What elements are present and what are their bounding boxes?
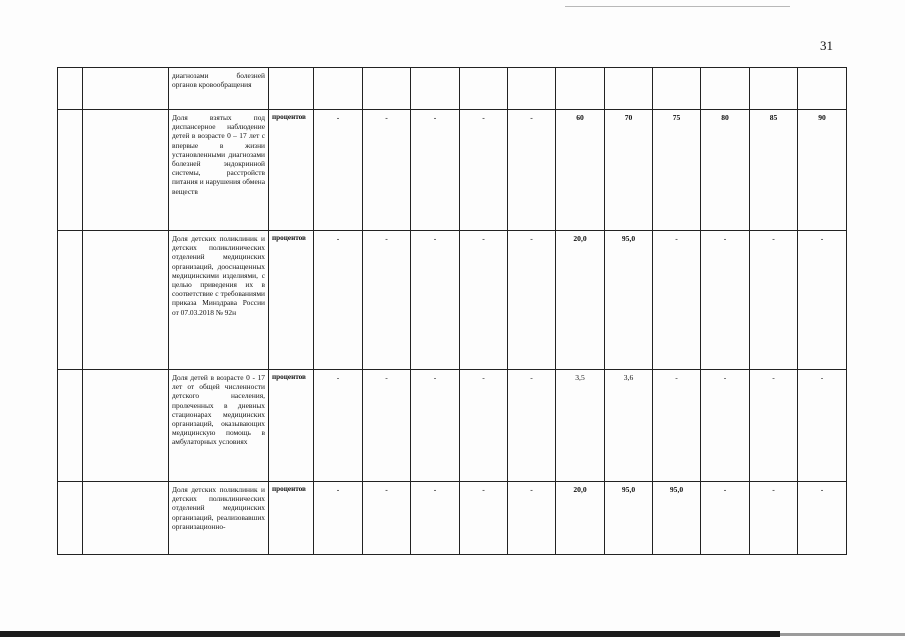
value-cell: - (314, 482, 363, 555)
value-cell: - (508, 370, 556, 482)
value-cell: - (363, 231, 411, 370)
unit-cell: процентов (269, 482, 314, 555)
value-cell: 60 (556, 110, 605, 231)
scan-edge-bottom-right (780, 633, 905, 636)
value-cell: - (363, 370, 411, 482)
value-cell: - (701, 231, 750, 370)
value-cell (460, 68, 508, 110)
row-number-cell (58, 68, 83, 110)
value-cell: - (750, 231, 798, 370)
value-cell: - (363, 482, 411, 555)
value-cell: - (460, 370, 508, 482)
value-cell: - (411, 370, 460, 482)
value-cell: 70 (605, 110, 653, 231)
unit-cell (269, 68, 314, 110)
value-cell: 20,0 (556, 231, 605, 370)
indicator-description: Доля детей в возрасте 0 - 17 лет от общей численности детского населения, пролеченных в дневных стационарах медицинских организаций, оказывающих медицинскую помощь в амбулаторных условиях (169, 370, 269, 482)
indicator-description: Доля детских поликлиник и детских поликлинических отделений медицинских организаций, дооснащенных медицинскими изделиями, с целью приведения их в соответствие с требованиями приказа Минздрава России от 07.03.2018 № 92н (169, 231, 269, 370)
value-cell: - (508, 231, 556, 370)
value-cell: - (508, 482, 556, 555)
value-cell: 95,0 (605, 482, 653, 555)
value-cell: - (314, 231, 363, 370)
row-number-cell (58, 370, 83, 482)
value-cell: - (798, 231, 847, 370)
row-number-cell (58, 110, 83, 231)
value-cell: 75 (653, 110, 701, 231)
row-number-cell (58, 482, 83, 555)
indicator-description: диагнозами болезней органов кровообращения (169, 68, 269, 110)
value-cell: - (653, 231, 701, 370)
value-cell (314, 68, 363, 110)
value-cell: - (750, 482, 798, 555)
value-cell: 95,0 (653, 482, 701, 555)
value-cell: 90 (798, 110, 847, 231)
value-cell: - (363, 110, 411, 231)
page-number: 31 (820, 38, 833, 53)
row-code-cell (83, 482, 169, 555)
value-cell (701, 68, 750, 110)
value-cell (750, 68, 798, 110)
value-cell: 20,0 (556, 482, 605, 555)
value-cell (605, 68, 653, 110)
row-code-cell (83, 68, 169, 110)
value-cell: - (460, 110, 508, 231)
value-cell: - (411, 110, 460, 231)
value-cell (556, 68, 605, 110)
row-code-cell (83, 370, 169, 482)
indicators-table (57, 67, 847, 555)
indicator-description: Доля взятых под диспансерное наблюдение детей в возрасте 0 – 17 лет с впервые в жизни установленными диагнозами болезней эндокринной системы, расстройств питания и нарушения обмена веществ (169, 110, 269, 231)
value-cell: - (701, 482, 750, 555)
value-cell: 85 (750, 110, 798, 231)
value-cell: - (314, 110, 363, 231)
unit-cell: процентов (269, 370, 314, 482)
top-rule (565, 6, 790, 7)
value-cell: - (314, 370, 363, 482)
value-cell: - (411, 231, 460, 370)
row-number-cell (58, 231, 83, 370)
unit-cell: процентов (269, 231, 314, 370)
value-cell: - (460, 482, 508, 555)
value-cell (508, 68, 556, 110)
value-cell: - (701, 370, 750, 482)
row-code-cell (83, 231, 169, 370)
value-cell: 95,0 (605, 231, 653, 370)
value-cell (798, 68, 847, 110)
indicator-description: Доля детских поликлиник и детских поликлинических отделений медицинских организаций, реализовавших организационно- (169, 482, 269, 555)
scan-edge-bottom (0, 631, 780, 637)
value-cell: - (653, 370, 701, 482)
value-cell: 3,6 (605, 370, 653, 482)
value-cell: - (508, 110, 556, 231)
value-cell: 3,5 (556, 370, 605, 482)
value-cell: - (750, 370, 798, 482)
value-cell (653, 68, 701, 110)
value-cell: - (798, 482, 847, 555)
value-cell: - (798, 370, 847, 482)
value-cell: - (411, 482, 460, 555)
unit-cell: процентов (269, 110, 314, 231)
value-cell (411, 68, 460, 110)
row-code-cell (83, 110, 169, 231)
value-cell: - (460, 231, 508, 370)
value-cell: 80 (701, 110, 750, 231)
value-cell (363, 68, 411, 110)
